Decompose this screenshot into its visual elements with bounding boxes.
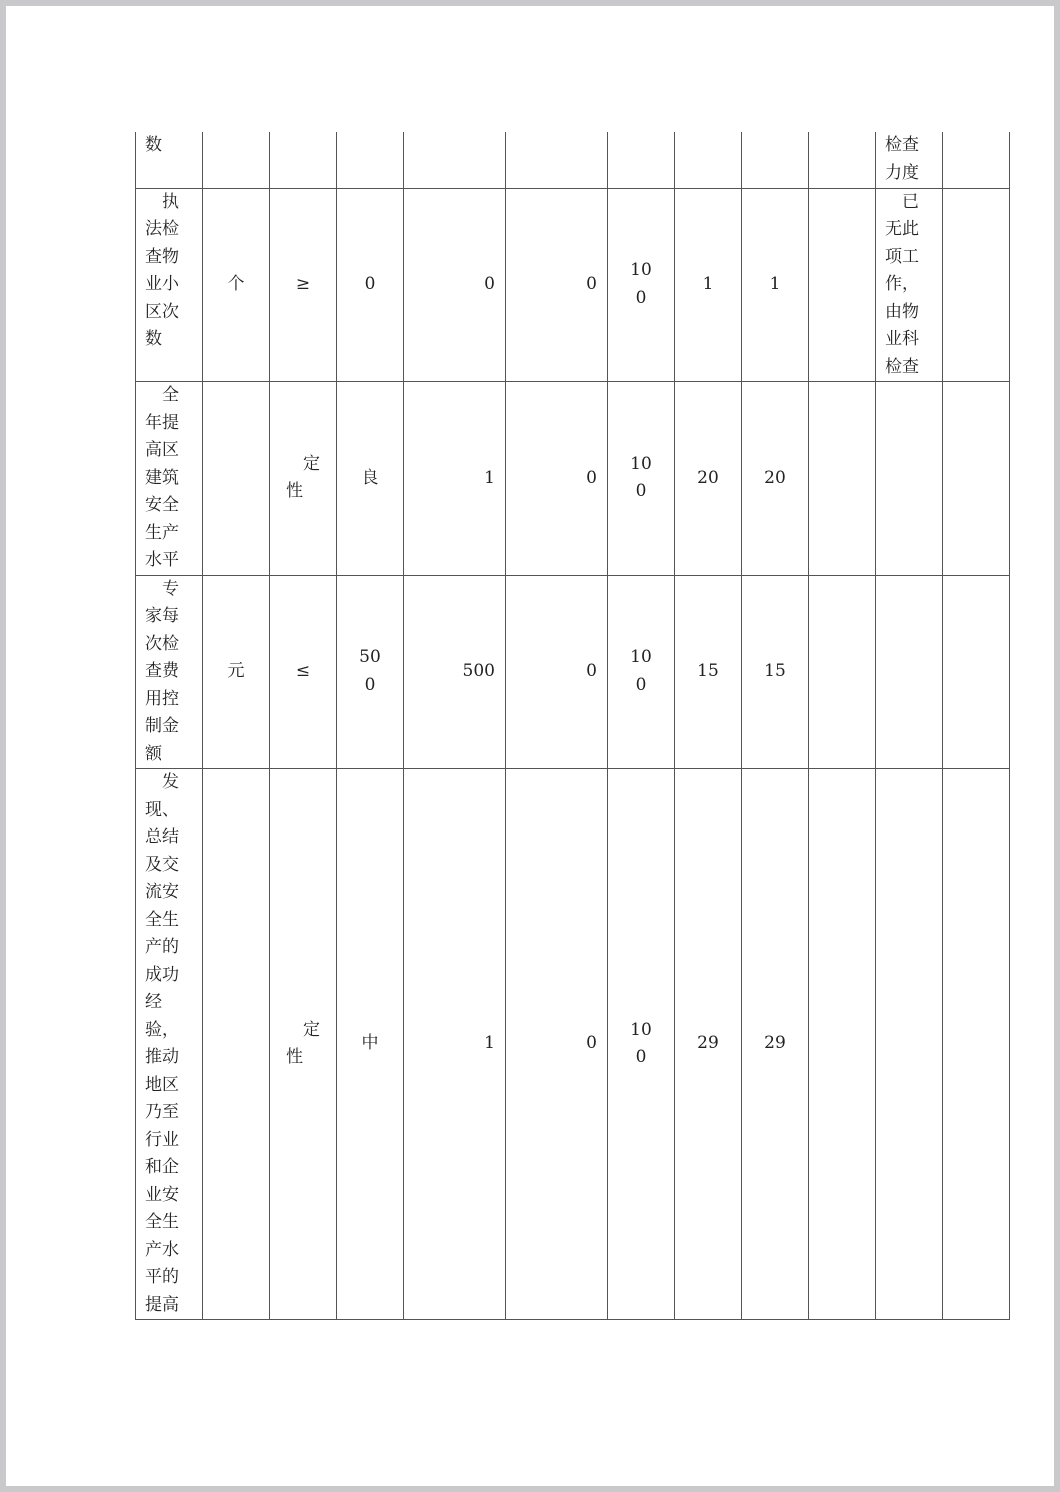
- empty-cell: [809, 132, 876, 188]
- target-cell: 良: [337, 382, 404, 576]
- operator-value: 定性: [286, 1019, 320, 1067]
- empty-cell: [943, 132, 1010, 188]
- deviation-cell: 0: [506, 769, 608, 1320]
- target-cell: [337, 132, 404, 188]
- table-row: [136, 769, 1010, 1320]
- operator-cell: ≥: [270, 188, 337, 382]
- weight-cell: [608, 132, 675, 188]
- deviation-cell: 0: [506, 575, 608, 769]
- empty-cell: [809, 575, 876, 769]
- empty-cell: [809, 769, 876, 1320]
- target-cell: [337, 575, 404, 769]
- table-row: [136, 132, 1010, 188]
- document-page: [6, 6, 1054, 1486]
- score-cell: 15: [675, 575, 742, 769]
- weight-value: 100: [630, 260, 652, 308]
- empty-cell: [809, 188, 876, 382]
- note-cell: 已无此项工作，由物业科检查: [876, 188, 943, 382]
- score-cell: [675, 132, 742, 188]
- empty-cell: [943, 382, 1010, 576]
- weight-cell: [608, 575, 675, 769]
- score-cell: [742, 132, 809, 188]
- weight-value: 100: [630, 647, 652, 695]
- table-row: [136, 382, 1010, 576]
- empty-cell: [809, 382, 876, 576]
- target-value: 500: [359, 647, 381, 695]
- operator-value: 定性: [286, 453, 320, 502]
- deviation-cell: 0: [506, 382, 608, 576]
- note-cell: [876, 575, 943, 769]
- performance-indicator-table: [135, 132, 1010, 1320]
- value-cell: 1: [404, 769, 506, 1320]
- note-cell: 检查力度: [876, 132, 943, 188]
- value-cell: 500: [404, 575, 506, 769]
- unit-cell: [203, 132, 270, 188]
- deviation-cell: [506, 132, 608, 188]
- empty-cell: [943, 188, 1010, 382]
- table-row: [136, 188, 1010, 382]
- operator-cell: [270, 769, 337, 1320]
- weight-cell: [608, 769, 675, 1320]
- value-cell: 0: [404, 188, 506, 382]
- empty-cell: [943, 575, 1010, 769]
- operator-cell: ≤: [270, 575, 337, 769]
- weight-cell: [608, 382, 675, 576]
- deviation-cell: 0: [506, 188, 608, 382]
- weight-value: 100: [630, 1019, 652, 1067]
- value-cell: 1: [404, 382, 506, 576]
- empty-cell: [943, 769, 1010, 1320]
- note-cell: [876, 769, 943, 1320]
- indicator-name-cell: 发现、总结及交流安全生产的成功经验，推动地区乃至行业和企业安全生产水平的提高: [136, 769, 203, 1320]
- operator-cell: [270, 382, 337, 576]
- weight-cell: [608, 188, 675, 382]
- target-cell: 0: [337, 188, 404, 382]
- score-cell: 29: [742, 769, 809, 1320]
- indicator-name-cell: 数: [136, 132, 203, 188]
- indicator-name-cell: 专家每次检查费用控制金额: [136, 575, 203, 769]
- unit-cell: 个: [203, 188, 270, 382]
- note-cell: [876, 382, 943, 576]
- score-cell: 20: [742, 382, 809, 576]
- score-cell: 20: [675, 382, 742, 576]
- score-cell: 1: [742, 188, 809, 382]
- target-cell: 中: [337, 769, 404, 1320]
- operator-cell: [270, 132, 337, 188]
- table-row: [136, 575, 1010, 769]
- indicator-name-cell: 全年提高区建筑安全生产水平: [136, 382, 203, 576]
- score-cell: 29: [675, 769, 742, 1320]
- indicator-name-cell: 执法检查物业小区次数: [136, 188, 203, 382]
- unit-cell: [203, 382, 270, 576]
- score-cell: 15: [742, 575, 809, 769]
- unit-cell: 元: [203, 575, 270, 769]
- unit-cell: [203, 769, 270, 1320]
- score-cell: 1: [675, 188, 742, 382]
- value-cell: [404, 132, 506, 188]
- weight-value: 100: [630, 453, 652, 502]
